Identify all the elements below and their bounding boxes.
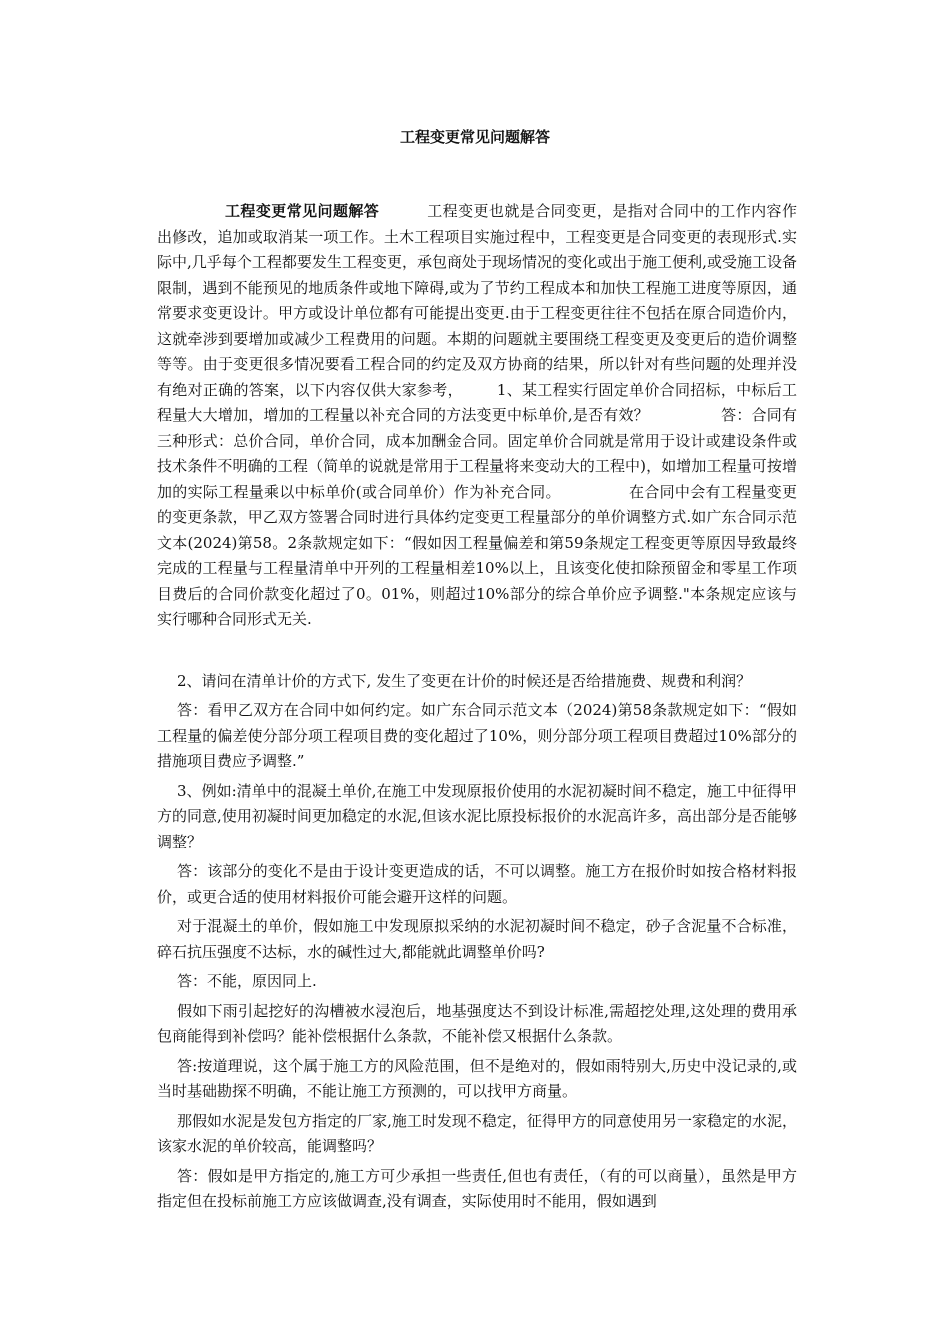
- body-paragraph: 3、例如:清单中的混凝土单价,在施工中发现原报价使用的水泥初凝时间不稳定，施工中征得甲方的同意,使用初凝时间更加稳定的水泥,但该水泥比原投标报价的水泥高许多，高出部分是否能够调整？: [157, 781, 797, 851]
- body-paragraph: 2、请问在清单计价的方式下, 发生了变更在计价的时候还是否给措施费、规费和利润？: [177, 671, 752, 690]
- intro-lead-heading: 工程变更常见问题解答: [225, 202, 380, 220]
- section-spacer: [157, 633, 797, 669]
- body-paragraph: 答：不能，原因同上.: [177, 972, 317, 990]
- intro-answer-1-continued: 在合同中会有工程量变更的变更条款，甲乙双方签署合同时进行具体约定变更工程量部分的单价调整方式.如广东合同示范文本(2024)第58。2条款规定如下：“假如因工程量偏差和第59条规定工程变更等原因导致最终完成的工程量与工程量清单中开列的工程量相差10%以上，且该变化使扣除预留金和零星工作项目费后的合同价款变化超过了0。01%，则超过10%部分的综合单价应予调整."本条规定应该与实行哪种合同形式无关.: [157, 482, 797, 628]
- document-body: [157, 199, 797, 1219]
- document-title: 工程变更常见问题解答: [399, 128, 550, 146]
- intro-question-1: 1、某工程实行固定单价合同招标，中标后工程量大大增加，增加的工程量以补充合同的方法变更中标单价,是否有效？: [157, 380, 797, 424]
- body-paragraph: 答：看甲乙双方在合同中如何约定。如广东合同示范文本（2024)第58条款规定如下：“假如工程量的偏差使分部分项工程项目费的变化超过了10%，则分部分项工程项目费超过10%部分的措施项目费应予调整.”: [157, 701, 797, 770]
- body-paragraph: 对于混凝土的单价，假如施工中发现原拟采纳的水泥初凝时间不稳定，砂子含泥量不合标准，碎石抗压强度不达标，水的碱性过大,都能就此调整单价吗?: [157, 917, 797, 961]
- intro-answer-1: 答：合同有三种形式：总价合同，单价合同，成本加酬金合同。固定单价合同就是常用于设计或建设条件或技术条件不明确的工程（简单的说就是常用于工程量将来变动大的工程中)，如增加工程量可按增加的实际工程量乘以中标单价(或合同单价）作为补充合同。: [157, 406, 797, 501]
- body-paragraph: 假如下雨引起挖好的沟槽被水浸泡后，地基强度达不到设计标准,需超挖处理,这处理的费用承包商能得到补偿吗？能补偿根据什么条款，不能补偿又根据什么条款。: [157, 1001, 797, 1045]
- body-paragraph: 那假如水泥是发包方指定的厂家,施工时发现不稳定，征得甲方的同意使用另一家稳定的水泥，该家水泥的单价较高，能调整吗？: [157, 1111, 797, 1155]
- body-paragraph: 答:按道理说，这个属于施工方的风险范围，但不是绝对的，假如雨特别大,历史中没记录的,或当时基础勘探不明确，不能让施工方预测的，可以找甲方商量。: [157, 1056, 797, 1100]
- body-paragraph: 答：假如是甲方指定的,施工方可少承担一些责任,但也有责任，（有的可以商量），虽然是甲方指定但在投标前施工方应该做调查,没有调查，实际使用时不能用，假如遇到: [157, 1166, 797, 1210]
- intro-text-1: 工程变更也就是合同变更，是指对合同中的工作内容作出修改，追加或取消某一项工作。土木工程项目实施过程中，工程变更是合同变更的表现形式.实际中,几乎每个工程都要发生工程变更，承包商处于现场情况的变化或出于施工便利,或受施工设备限制，遇到不能预见的地质条件或地下障碍,或为了节约工程成本和加快工程施工进度等原因，通常要求变更设计。甲方或设计单位都有可能提出变更.由于工程变更往往不包括在原合同造价内，这就牵涉到要增加或减少工程费用的问题。本期的问题就主要围绕工程变更及变更后的造价调整等等。由于变更很多情况要看工程合同的约定及双方协商的结果，所以针对有些问题的处理并没有绝对正确的答案，以下内容仅供大家参考，: [157, 202, 797, 399]
- intro-paragraph: [157, 199, 797, 633]
- body-paragraph: 答：该部分的变化不是由于设计变更造成的话，不可以调整。施工方在报价时如按合格材料报价，或更合适的使用材料报价可能会避开这样的问题。: [157, 862, 797, 906]
